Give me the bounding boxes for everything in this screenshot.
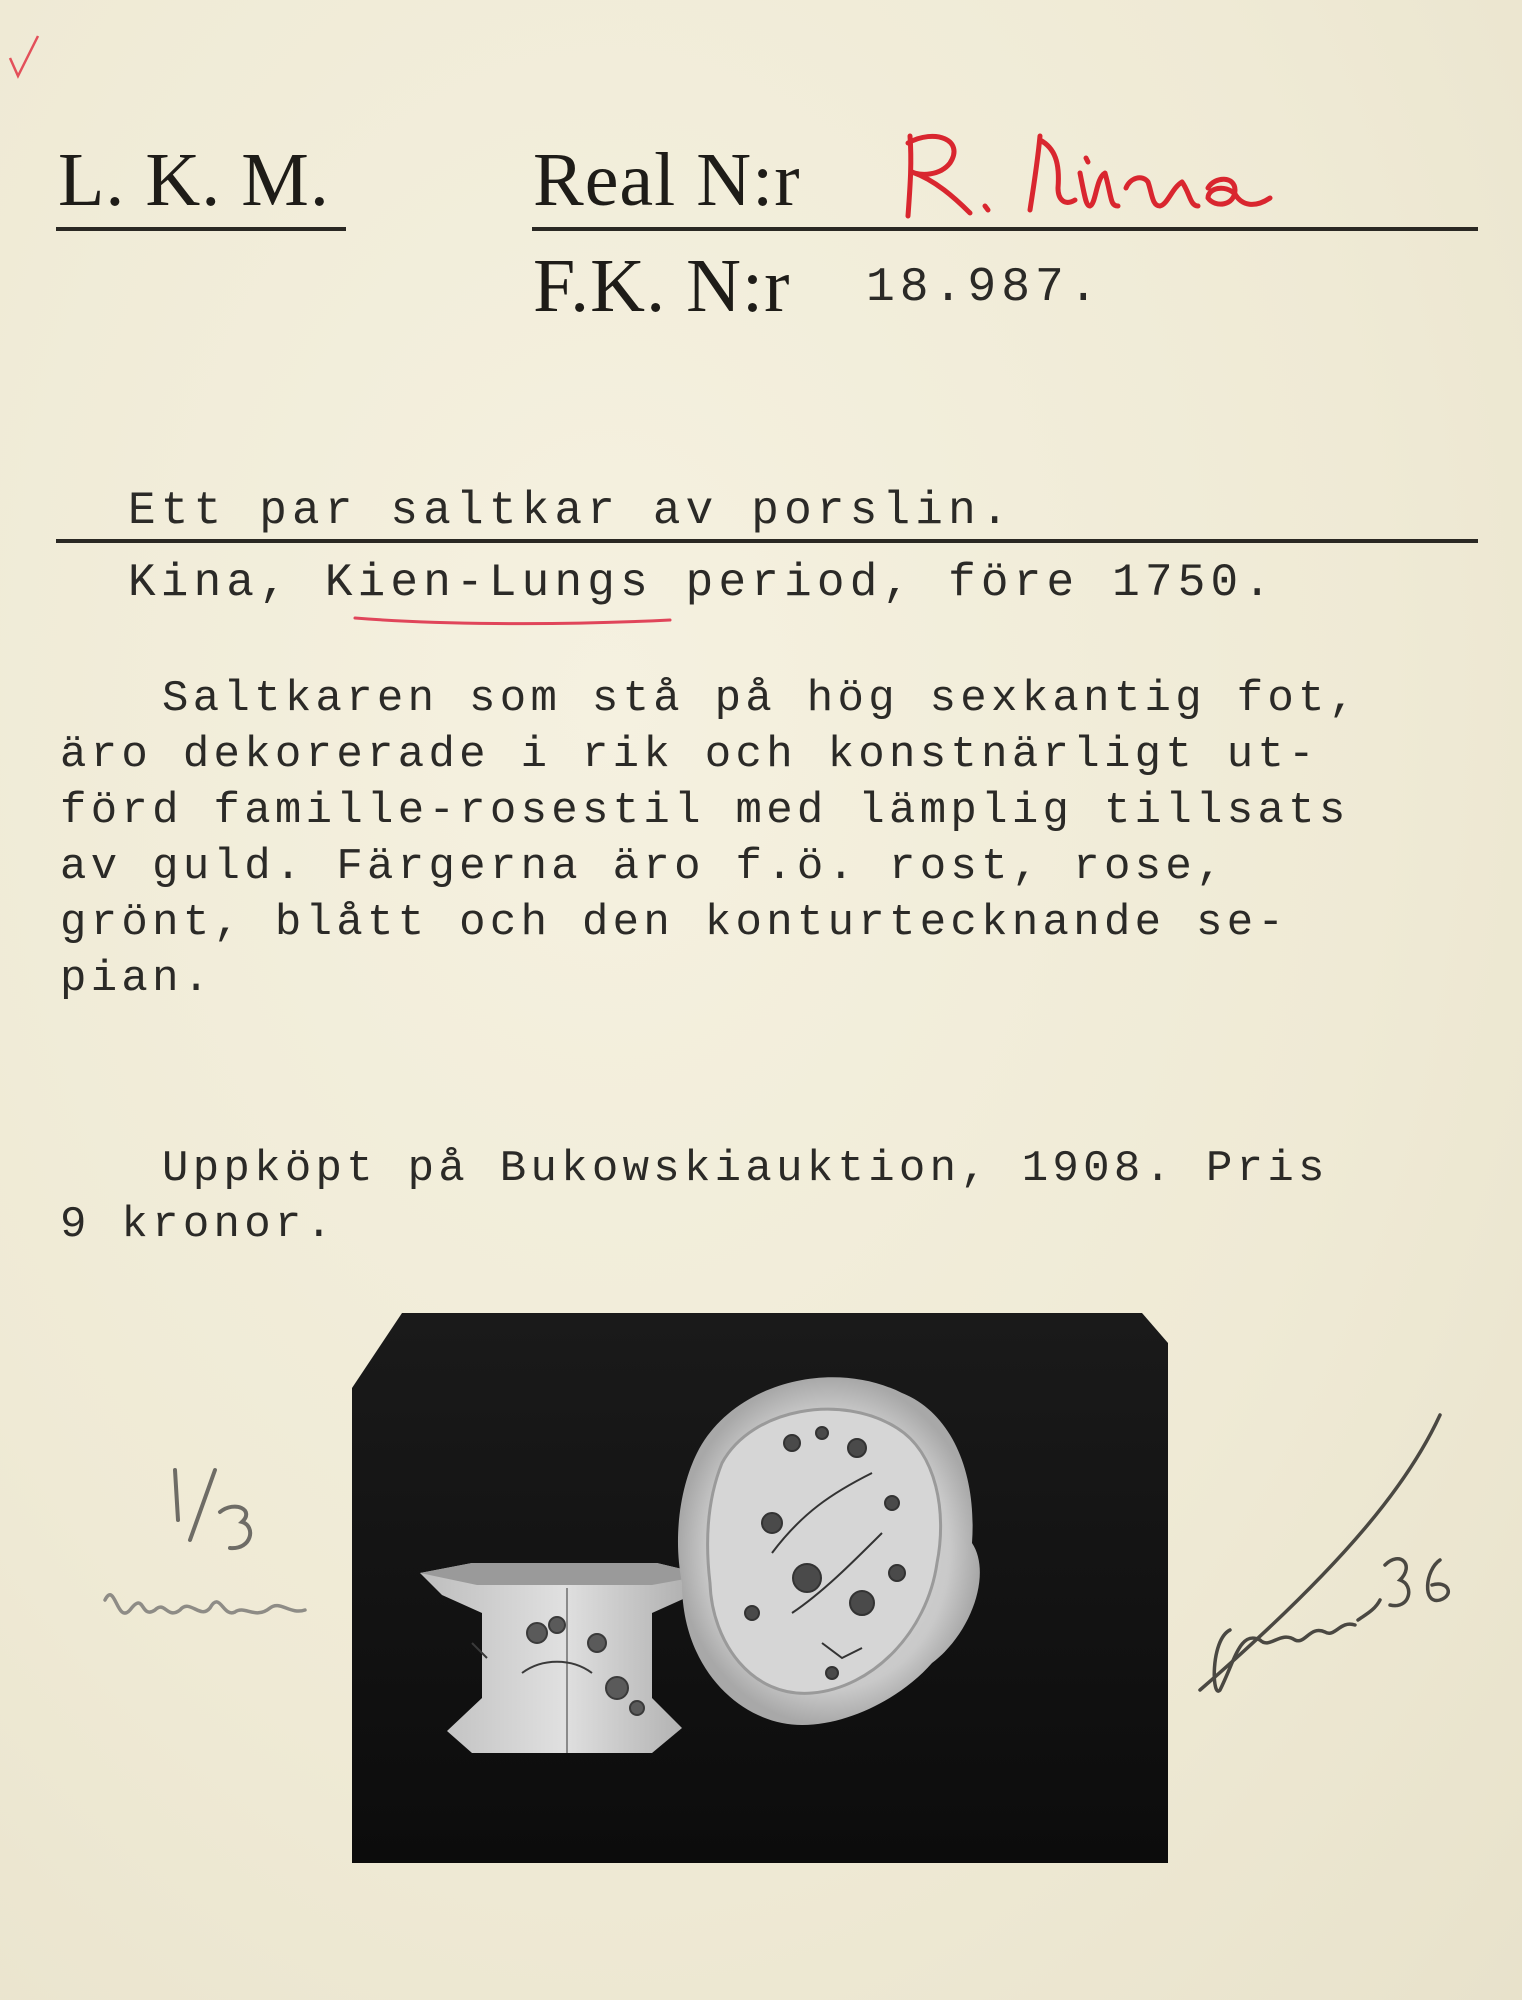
object-title: Ett par saltkar av porslin. [128, 485, 1014, 537]
description-line: förd famille-rosestil med lämplig tillsats [60, 786, 1350, 836]
real-number-label: Real N:r [533, 138, 801, 222]
description-line: Saltkaren som stå på hög sexkantig fot, [162, 674, 1360, 724]
real-number-underline [532, 227, 1478, 231]
institution-underline [56, 227, 346, 231]
scale-word-note [95, 1570, 315, 1640]
signature-note [1190, 1400, 1510, 1700]
scale-fraction-note [160, 1450, 270, 1560]
description-line: av guld. Färgerna äro f.ö. rost, rose, [60, 842, 1227, 892]
institution-label: L. K. M. [58, 138, 330, 222]
fk-number-value: 18.987. [866, 261, 1103, 315]
title-underline [56, 539, 1478, 543]
object-photograph [352, 1313, 1168, 1863]
provenance-line: Uppköpt på Bukowskiauktion, 1908. Pris [162, 1144, 1329, 1194]
red-underline-mark [350, 608, 680, 630]
provenance-line: 9 kronor. [60, 1200, 337, 1250]
description-line: pian. [60, 954, 214, 1004]
fk-number-label: F.K. N:r [533, 244, 791, 328]
description-line: äro dekorerade i rik och konstnärligt ut- [60, 730, 1319, 780]
object-origin: Kina, Kien-Lungs period, före 1750. [128, 557, 1277, 609]
real-number-handwritten-value [890, 118, 1340, 228]
description-line: grönt, blått och den konturtecknande se- [60, 898, 1289, 948]
red-check-mark-icon [4, 28, 44, 88]
